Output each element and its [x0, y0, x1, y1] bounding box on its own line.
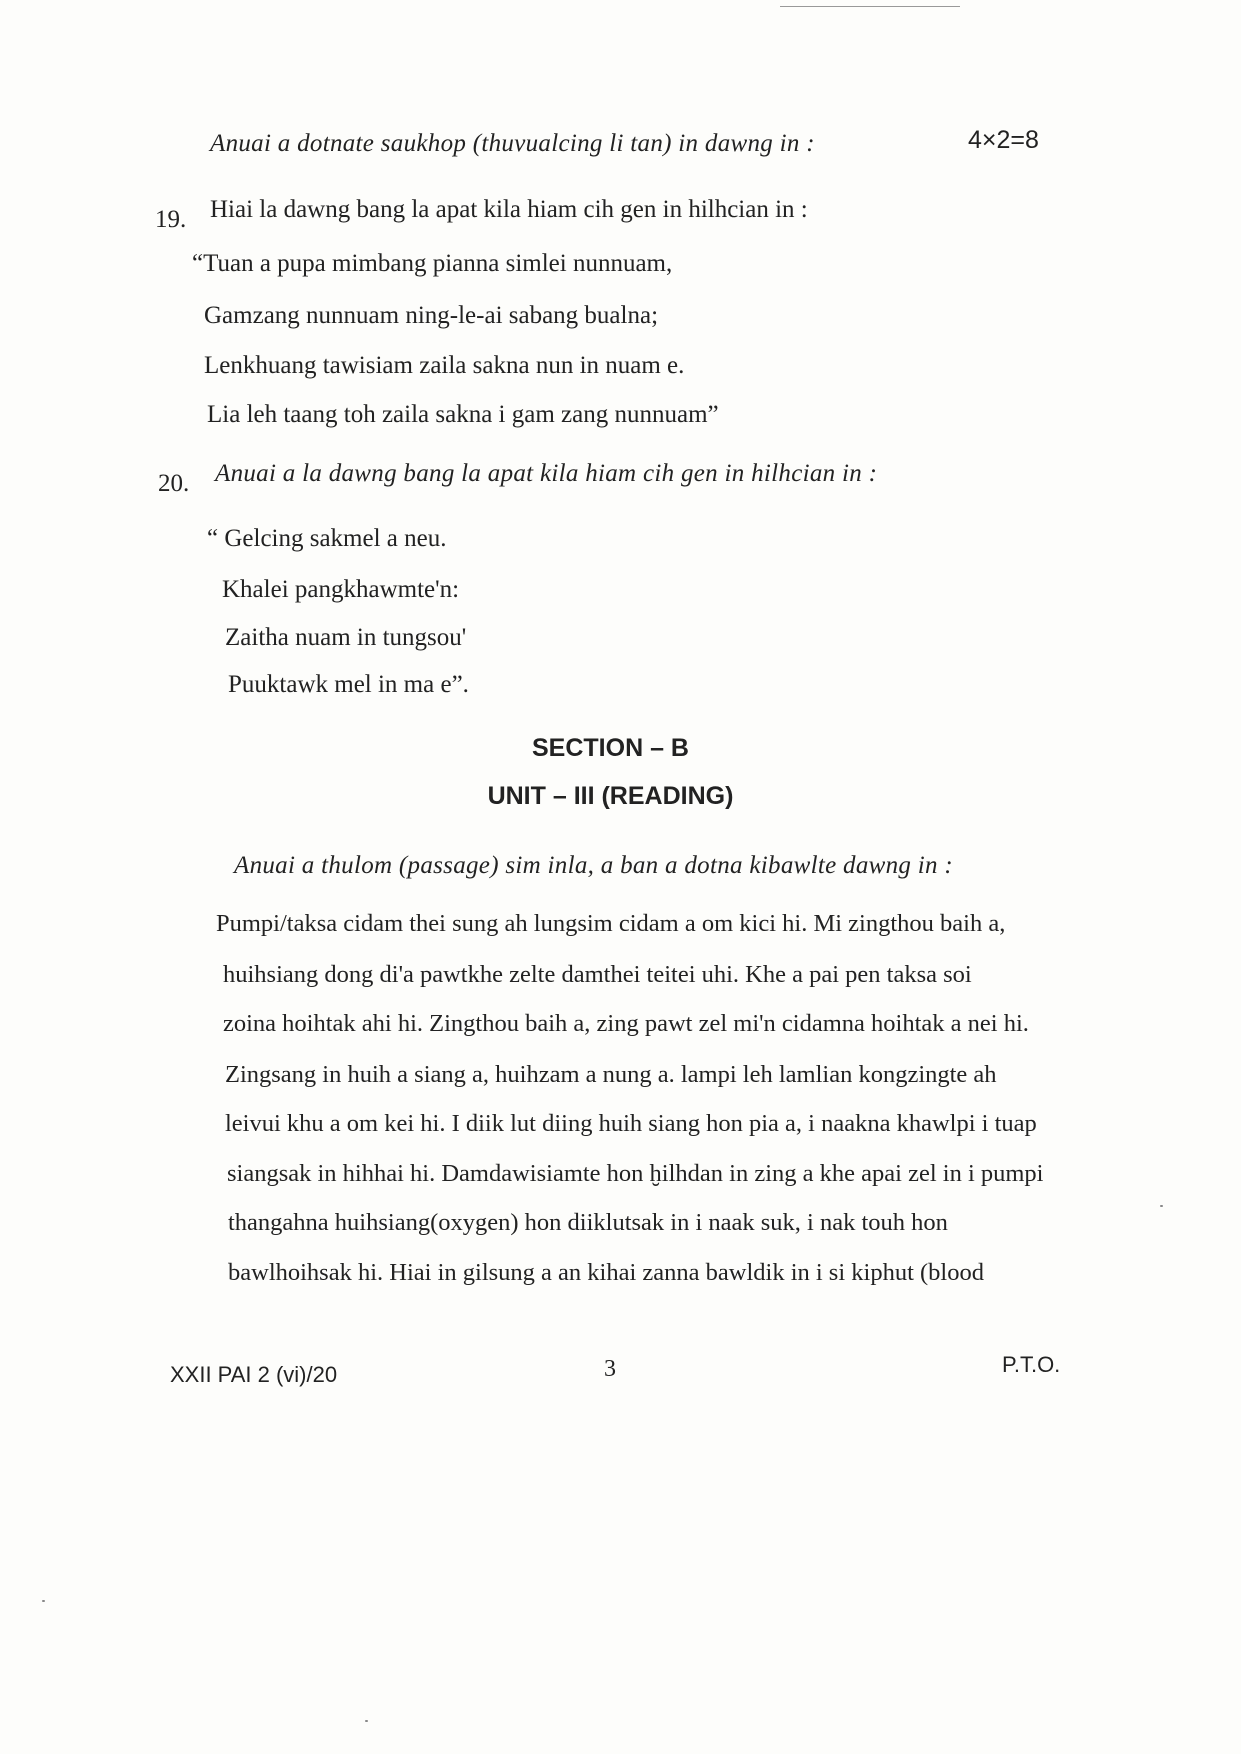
passage-line: zoina hoihtak ahi hi. Zingthou baih a, zing pawt zel mi'n cidamna hoihtak a nei hi.: [223, 1010, 1029, 1037]
poem-line: “ Gelcing sakmel a neu.: [207, 525, 447, 552]
poem-line: Lia leh taang toh zaila sakna i gam zang nunnuam”: [207, 401, 719, 428]
pto-label: P.T.O.: [1002, 1352, 1061, 1377]
passage-line: thangahna huihsiang(oxygen) hon diiklutsak in i naak suk, i nak touh hon: [228, 1209, 948, 1236]
poem-line: Puuktawk mel in ma e”.: [228, 671, 469, 698]
passage-line: Zingsang in huih a siang a, huihzam a nung a. lampi leh lamlian kongzingte ah: [225, 1061, 997, 1088]
unit-title: UNIT – III (READING): [487, 782, 734, 810]
passage-line: siangsak in hihhai hi. Damdawisiamte hon ḫilhdan in zing a khe apai zel in i pumpi: [227, 1160, 1044, 1187]
scan-speck: [1160, 1205, 1163, 1207]
poem-line: Gamzang nunnuam ning-le-ai sabang bualna;: [204, 302, 659, 329]
passage-line: Pumpi/taksa cidam thei sung ah lungsim cidam a om kici hi. Mi zingthou baih a,: [216, 910, 1006, 937]
passage-line: huihsiang dong di'a pawtkhe zelte damthei teitei uhi. Khe a pai pen taksa soi: [223, 961, 972, 988]
question-number: 20.: [158, 470, 190, 497]
passage-line: leivui khu a om kei hi. I diik lut diing huih siang hon pia a, i naakna khawlpi i tuap: [225, 1110, 1037, 1137]
passage-line: bawlhoihsak hi. Hiai in gilsung a an kihai zanna bawldik in i si kiphut (blood: [228, 1259, 984, 1286]
paper-code: XXII PAI 2 (vi)/20: [170, 1362, 338, 1387]
question-text: Hiai la dawng bang la apat kila hiam cih gen in hilhcian in :: [210, 196, 808, 223]
scan-speck: [365, 1720, 368, 1722]
poem-line: Khalei pangkhawmte'n:: [222, 576, 460, 603]
poem-line: “Tuan a pupa mimbang pianna simlei nunnuam,: [192, 250, 673, 277]
question-number: 19.: [155, 206, 187, 233]
poem-line: Lenkhuang tawisiam zaila sakna nun in nuam e.: [204, 352, 685, 379]
question-text: Anuai a la dawng bang la apat kila hiam cih gen in hilhcian in :: [215, 460, 878, 487]
section-title: SECTION – B: [532, 734, 689, 762]
top-rule: [780, 6, 960, 7]
passage-instruction: Anuai a thulom (passage) sim inla, a ban a dotna kibawlte dawng in :: [234, 852, 953, 879]
page-number: 3: [604, 1356, 616, 1382]
marks-allocation: 4×2=8: [968, 126, 1039, 154]
scan-speck: [42, 1600, 45, 1602]
section-instruction: Anuai a dotnate saukhop (thuvualcing li tan) in dawng in :: [210, 130, 815, 157]
poem-line: Zaitha nuam in tungsou': [225, 624, 467, 651]
